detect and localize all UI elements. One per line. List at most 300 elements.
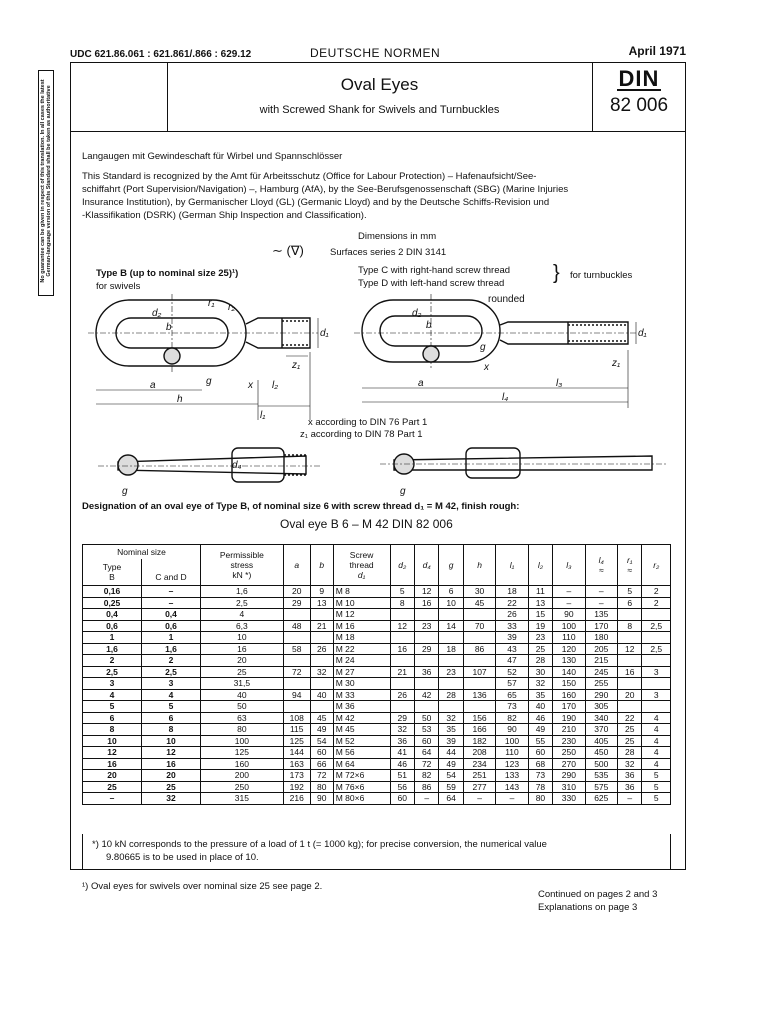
table-cell: 68 bbox=[528, 758, 552, 770]
table-cell: M 80×6 bbox=[333, 793, 390, 805]
header-l2: l₂ bbox=[528, 545, 552, 586]
table-cell: 5 bbox=[142, 701, 201, 713]
table-cell: 290 bbox=[553, 770, 585, 782]
table-cell: 200 bbox=[201, 770, 284, 782]
table-cell: 6 bbox=[618, 597, 642, 609]
table-cell: M 10 bbox=[333, 597, 390, 609]
table-cell: 450 bbox=[585, 747, 617, 759]
table-cell: 163 bbox=[283, 758, 310, 770]
table-cell: M 12 bbox=[333, 609, 390, 621]
table-cell: 22 bbox=[496, 597, 528, 609]
table-cell bbox=[310, 701, 333, 713]
dim-label-z1: z₁ bbox=[292, 360, 301, 371]
table-cell: M 52 bbox=[333, 735, 390, 747]
table-cell: 1 bbox=[142, 632, 201, 644]
table-cell: 3 bbox=[83, 678, 142, 690]
header-nominal-size: Nominal size bbox=[83, 545, 201, 560]
table-cell bbox=[283, 678, 310, 690]
table-cell: 13 bbox=[528, 597, 552, 609]
table-cell: M 16 bbox=[333, 620, 390, 632]
table-cell bbox=[439, 678, 463, 690]
table-row bbox=[83, 620, 671, 632]
page-header bbox=[70, 44, 686, 62]
translation-disclaimer bbox=[38, 70, 54, 296]
table-cell: 173 bbox=[283, 770, 310, 782]
table-cell: 170 bbox=[553, 701, 585, 713]
table-row bbox=[83, 793, 671, 805]
table-cell: 32 bbox=[439, 712, 463, 724]
table-cell: 250 bbox=[201, 781, 284, 793]
table-cell: 125 bbox=[201, 747, 284, 759]
table-cell bbox=[642, 609, 671, 621]
table-cell: 32 bbox=[618, 758, 642, 770]
header-l4: l₄ ≈ bbox=[585, 545, 617, 586]
table-cell: M 8 bbox=[333, 586, 390, 598]
table-cell bbox=[390, 609, 414, 621]
table-cell bbox=[618, 678, 642, 690]
table-row bbox=[83, 632, 671, 644]
standard-number: 82 006 bbox=[609, 95, 669, 116]
table-cell: 10 bbox=[142, 735, 201, 747]
table-cell: M 42 bbox=[333, 712, 390, 724]
table-cell: – bbox=[585, 586, 617, 598]
table-cell: 270 bbox=[553, 758, 585, 770]
dim-label-d1: d₁ bbox=[320, 328, 329, 339]
table-cell: 330 bbox=[553, 793, 585, 805]
table-cell: 60 bbox=[414, 735, 438, 747]
table-cell: 25 bbox=[142, 781, 201, 793]
table-cell: 8 bbox=[390, 597, 414, 609]
table-cell: – bbox=[618, 793, 642, 805]
recognition-paragraph bbox=[82, 170, 568, 222]
table-cell: 16 bbox=[390, 643, 414, 655]
table-cell: 2 bbox=[642, 586, 671, 598]
table-cell: 65 bbox=[496, 689, 528, 701]
table-cell: 72 bbox=[310, 770, 333, 782]
table-cell: 49 bbox=[439, 758, 463, 770]
type-d-label: Type D with left-hand screw thread bbox=[358, 278, 505, 289]
table-cell: 1,6 bbox=[201, 586, 284, 598]
table-cell: 2 bbox=[83, 655, 142, 667]
table-cell: 49 bbox=[310, 724, 333, 736]
table-cell: 15 bbox=[528, 609, 552, 621]
table-cell: 8 bbox=[618, 620, 642, 632]
table-cell: 2,5 bbox=[642, 620, 671, 632]
header-screw-thread: Screw thread d₁ bbox=[333, 545, 390, 586]
table-cell: 36 bbox=[414, 666, 438, 678]
table-cell: 32 bbox=[142, 793, 201, 805]
table-cell: 107 bbox=[463, 666, 495, 678]
table-cell: 190 bbox=[553, 712, 585, 724]
table-cell: 66 bbox=[310, 758, 333, 770]
table-cell: 12 bbox=[142, 747, 201, 759]
table-cell: 123 bbox=[496, 758, 528, 770]
dim-label-b: b bbox=[166, 322, 172, 333]
table-cell bbox=[414, 609, 438, 621]
table-cell: 80 bbox=[201, 724, 284, 736]
table-cell: 23 bbox=[439, 666, 463, 678]
table-cell: 192 bbox=[283, 781, 310, 793]
table-cell: 6,3 bbox=[201, 620, 284, 632]
header-type-cd: C and D bbox=[142, 559, 201, 586]
disclaimer-text: No guarantee can be given in respect of this translation. In all cases the latest German-language version of this Standard shall be taken as authoritative bbox=[40, 79, 52, 283]
surface-symbol: ∼ (∇) bbox=[272, 243, 304, 258]
dim-label-l4: l₄ bbox=[502, 392, 509, 403]
table-cell: 5 bbox=[390, 586, 414, 598]
table-cell: 144 bbox=[283, 747, 310, 759]
table-cell: 46 bbox=[390, 758, 414, 770]
dimensions-note: Dimensions in mm bbox=[358, 231, 437, 242]
table-cell: M 18 bbox=[333, 632, 390, 644]
table-cell: 42 bbox=[414, 689, 438, 701]
table-cell: 4 bbox=[142, 689, 201, 701]
table-cell: 21 bbox=[310, 620, 333, 632]
table-row bbox=[83, 747, 671, 759]
table-cell: M 24 bbox=[333, 655, 390, 667]
table-cell: 54 bbox=[310, 735, 333, 747]
continued-note: Continued on pages 2 and 3 Explanations on page 3 bbox=[538, 889, 658, 913]
table-row bbox=[83, 586, 671, 598]
table-cell: 63 bbox=[201, 712, 284, 724]
table-cell bbox=[283, 609, 310, 621]
table-row bbox=[83, 689, 671, 701]
table-cell: 72 bbox=[283, 666, 310, 678]
table-cell bbox=[642, 678, 671, 690]
table-cell bbox=[642, 655, 671, 667]
table-cell: 182 bbox=[463, 735, 495, 747]
brace-icon: } bbox=[553, 262, 560, 284]
dim-label-x: x bbox=[248, 380, 253, 391]
table-cell: 12 bbox=[618, 643, 642, 655]
table-cell: 3 bbox=[142, 678, 201, 690]
table-cell: 575 bbox=[585, 781, 617, 793]
table-cell: 70 bbox=[463, 620, 495, 632]
table-cell: 8 bbox=[83, 724, 142, 736]
table-cell: 0,4 bbox=[142, 609, 201, 621]
table-cell bbox=[283, 655, 310, 667]
table-cell: 315 bbox=[201, 793, 284, 805]
table-cell: 143 bbox=[496, 781, 528, 793]
table-cell bbox=[414, 655, 438, 667]
table-cell: 140 bbox=[553, 666, 585, 678]
rounded-label: rounded bbox=[488, 294, 525, 305]
table-cell bbox=[463, 632, 495, 644]
dim-label-l3: l₃ bbox=[556, 378, 563, 389]
table-cell: 133 bbox=[496, 770, 528, 782]
table-cell: 47 bbox=[496, 655, 528, 667]
table-cell: 86 bbox=[463, 643, 495, 655]
table-cell: 6 bbox=[83, 712, 142, 724]
table-cell: M 45 bbox=[333, 724, 390, 736]
dim-label-a-cd: a bbox=[418, 378, 424, 389]
table-cell bbox=[390, 701, 414, 713]
table-cell: 73 bbox=[496, 701, 528, 713]
table-cell bbox=[414, 701, 438, 713]
table-cell: 49 bbox=[528, 724, 552, 736]
table-cell: 16 bbox=[83, 758, 142, 770]
table-cell: 40 bbox=[201, 689, 284, 701]
x-reference: x according to DIN 76 Part 1 bbox=[308, 417, 428, 428]
technical-drawing bbox=[82, 290, 672, 500]
turnbuckles-label: for turnbuckles bbox=[570, 270, 633, 281]
table-cell: 56 bbox=[390, 781, 414, 793]
table-cell: 29 bbox=[283, 597, 310, 609]
table-cell: 90 bbox=[496, 724, 528, 736]
table-cell: 208 bbox=[463, 747, 495, 759]
table-cell: 156 bbox=[463, 712, 495, 724]
table-cell bbox=[310, 609, 333, 621]
table-cell: 60 bbox=[310, 747, 333, 759]
table-cell: 100 bbox=[496, 735, 528, 747]
table-cell bbox=[390, 632, 414, 644]
table-cell: 370 bbox=[585, 724, 617, 736]
table-cell: 2,5 bbox=[642, 643, 671, 655]
table-cell: 43 bbox=[496, 643, 528, 655]
table-cell: 100 bbox=[201, 735, 284, 747]
table-cell: 94 bbox=[283, 689, 310, 701]
table-cell: 31,5 bbox=[201, 678, 284, 690]
table-cell: 44 bbox=[439, 747, 463, 759]
table-cell: 108 bbox=[283, 712, 310, 724]
table-row bbox=[83, 758, 671, 770]
type-c-label: Type C with right-hand screw thread bbox=[358, 265, 511, 276]
table-cell: 4 bbox=[83, 689, 142, 701]
table-cell: 25 bbox=[618, 724, 642, 736]
table-cell: 180 bbox=[585, 632, 617, 644]
header-r2: r₂ bbox=[642, 545, 671, 586]
table-cell: 405 bbox=[585, 735, 617, 747]
table-cell bbox=[439, 609, 463, 621]
table-cell: 28 bbox=[528, 655, 552, 667]
table-cell: 110 bbox=[553, 632, 585, 644]
table-cell: 6 bbox=[142, 712, 201, 724]
table-cell: 0,25 bbox=[83, 597, 142, 609]
header-b: b bbox=[310, 545, 333, 586]
table-cell: – bbox=[83, 793, 142, 805]
header-l3: l₃ bbox=[553, 545, 585, 586]
dim-label-a: a bbox=[150, 380, 156, 391]
table-cell bbox=[618, 701, 642, 713]
table-cell: – bbox=[553, 586, 585, 598]
table-cell: 53 bbox=[414, 724, 438, 736]
table-cell bbox=[390, 655, 414, 667]
table-cell: 60 bbox=[528, 747, 552, 759]
table-cell: 64 bbox=[414, 747, 438, 759]
dim-label-g-side: g bbox=[122, 486, 128, 497]
header-l1: l₁ bbox=[496, 545, 528, 586]
table-cell: 5 bbox=[642, 793, 671, 805]
table-cell: 20 bbox=[201, 655, 284, 667]
designation-example: Oval eye B 6 – M 42 DIN 82 006 bbox=[280, 517, 453, 531]
table-cell: 4 bbox=[642, 747, 671, 759]
table-cell: 160 bbox=[201, 758, 284, 770]
table-row bbox=[83, 724, 671, 736]
table-row bbox=[83, 781, 671, 793]
table-cell: 4 bbox=[642, 724, 671, 736]
table-cell bbox=[618, 609, 642, 621]
table-cell: 16 bbox=[618, 666, 642, 678]
table-cell: 60 bbox=[390, 793, 414, 805]
table-cell: 160 bbox=[553, 689, 585, 701]
dim-label-b-cd: b bbox=[426, 320, 432, 331]
table-cell: M 64 bbox=[333, 758, 390, 770]
table-body bbox=[83, 586, 671, 805]
table-cell: 86 bbox=[414, 781, 438, 793]
table-cell: 234 bbox=[463, 758, 495, 770]
table-cell: 12 bbox=[83, 747, 142, 759]
table-cell: 80 bbox=[528, 793, 552, 805]
table-cell: 26 bbox=[496, 609, 528, 621]
table-cell bbox=[310, 678, 333, 690]
dim-label-r1: r₁ bbox=[208, 298, 215, 309]
table-cell bbox=[439, 655, 463, 667]
dim-label-x-cd: x bbox=[484, 362, 489, 373]
table-cell bbox=[618, 632, 642, 644]
table-cell: 23 bbox=[528, 632, 552, 644]
table-cell: 30 bbox=[528, 666, 552, 678]
table-cell: 46 bbox=[528, 712, 552, 724]
series-name: DEUTSCHE NORMEN bbox=[310, 46, 441, 60]
table-cell: 310 bbox=[553, 781, 585, 793]
table-cell: 210 bbox=[553, 724, 585, 736]
table-cell: 250 bbox=[553, 747, 585, 759]
dim-label-d2-cd: d₂ bbox=[412, 308, 422, 319]
table-cell: 80 bbox=[310, 781, 333, 793]
header-d2: d₂ bbox=[390, 545, 414, 586]
table-cell: 57 bbox=[496, 678, 528, 690]
table-row bbox=[83, 643, 671, 655]
table-cell bbox=[463, 678, 495, 690]
table-cell: 5 bbox=[83, 701, 142, 713]
german-title: Langaugen mit Gewindeschaft für Wirbel und Spannschlösser bbox=[82, 151, 343, 162]
dim-label-g-side-cd: g bbox=[400, 486, 406, 497]
table-cell: 215 bbox=[585, 655, 617, 667]
table-cell: 72 bbox=[414, 758, 438, 770]
table-cell: 10 bbox=[201, 632, 284, 644]
table-cell bbox=[283, 701, 310, 713]
table-cell: 166 bbox=[463, 724, 495, 736]
table-cell: 35 bbox=[439, 724, 463, 736]
table-cell bbox=[414, 632, 438, 644]
table-cell bbox=[463, 701, 495, 713]
table-cell: 14 bbox=[439, 620, 463, 632]
table-cell: 0,6 bbox=[142, 620, 201, 632]
table-row bbox=[83, 735, 671, 747]
table-cell: 1 bbox=[83, 632, 142, 644]
table-cell: 1,6 bbox=[83, 643, 142, 655]
dim-label-d2: d₂ bbox=[152, 308, 162, 319]
surfaces-note: Surfaces series 2 DIN 3141 bbox=[330, 247, 447, 258]
type-b-label: Type B (up to nominal size 25)¹) bbox=[96, 268, 239, 279]
dim-label-l1: l₁ bbox=[260, 410, 266, 421]
table-cell: 25 bbox=[201, 666, 284, 678]
document-title: Oval Eyes bbox=[340, 75, 419, 94]
table-cell: M 56 bbox=[333, 747, 390, 759]
table-cell: 32 bbox=[310, 666, 333, 678]
table-cell: M 33 bbox=[333, 689, 390, 701]
title-cell bbox=[167, 63, 593, 131]
table-cell: 245 bbox=[585, 666, 617, 678]
table-row bbox=[83, 666, 671, 678]
table-cell: 51 bbox=[390, 770, 414, 782]
table-cell: – bbox=[142, 597, 201, 609]
table-cell: 82 bbox=[496, 712, 528, 724]
table-cell: 115 bbox=[283, 724, 310, 736]
table-cell: 25 bbox=[618, 735, 642, 747]
table-cell: 13 bbox=[310, 597, 333, 609]
table-cell: 12 bbox=[414, 586, 438, 598]
table-row bbox=[83, 712, 671, 724]
table-cell: 90 bbox=[553, 609, 585, 621]
table-cell: 25 bbox=[528, 643, 552, 655]
table-cell: 45 bbox=[310, 712, 333, 724]
table-cell: 110 bbox=[496, 747, 528, 759]
table-cell bbox=[414, 678, 438, 690]
type-cd-side-view bbox=[394, 456, 652, 470]
table-cell: 305 bbox=[585, 701, 617, 713]
table-cell: – bbox=[414, 793, 438, 805]
table-cell bbox=[463, 609, 495, 621]
type-b-usage: for swivels bbox=[96, 281, 141, 292]
table-cell: 40 bbox=[310, 689, 333, 701]
table-cell: 59 bbox=[439, 781, 463, 793]
table-cell: 41 bbox=[390, 747, 414, 759]
table-cell: 120 bbox=[553, 643, 585, 655]
table-cell: 21 bbox=[390, 666, 414, 678]
header-d4: d₄ bbox=[414, 545, 438, 586]
table-cell: 500 bbox=[585, 758, 617, 770]
table-cell: 25 bbox=[83, 781, 142, 793]
table-cell: 23 bbox=[414, 620, 438, 632]
dim-label-r2: r₂ bbox=[228, 302, 236, 313]
table-cell: 20 bbox=[283, 586, 310, 598]
table-cell: 18 bbox=[496, 586, 528, 598]
udc-code: UDC 621.86.061 : 621.861/.866 : 629.12 bbox=[70, 49, 252, 60]
title-block bbox=[70, 62, 686, 132]
dim-label-d1-cd: d₁ bbox=[638, 328, 647, 339]
table-cell: 45 bbox=[463, 597, 495, 609]
table-cell: 18 bbox=[439, 643, 463, 655]
table-cell: 22 bbox=[618, 712, 642, 724]
intro-line: Insurance Institution), by Germanischer Lloyd (GL) (Germanic Lloyd) and by the Deutsche Schiffs-Revision und bbox=[82, 197, 550, 208]
table-cell bbox=[390, 678, 414, 690]
table-cell bbox=[463, 655, 495, 667]
table-cell: 33 bbox=[496, 620, 528, 632]
intro-line: schiffahrt (Port Supervision/Navigation) –, Hamburg (AfA), by the See-Berufsgenossenschaft (SBG) (Marine Injuries bbox=[82, 184, 569, 195]
table-cell: 0,16 bbox=[83, 586, 142, 598]
din-logo: DIN bbox=[618, 66, 660, 91]
table-cell: 10 bbox=[83, 735, 142, 747]
title-blank-cell bbox=[71, 63, 168, 131]
table-cell: M 76×6 bbox=[333, 781, 390, 793]
table-cell: 20 bbox=[618, 689, 642, 701]
dimensions-table bbox=[82, 544, 671, 805]
table-cell: 36 bbox=[618, 781, 642, 793]
table-cell: 4 bbox=[642, 712, 671, 724]
table-cell: 4 bbox=[642, 758, 671, 770]
table-cell: 4 bbox=[201, 609, 284, 621]
table-cell: 36 bbox=[618, 770, 642, 782]
table-cell: 230 bbox=[553, 735, 585, 747]
table-cell: 625 bbox=[585, 793, 617, 805]
table-cell: 52 bbox=[496, 666, 528, 678]
table-cell: 29 bbox=[390, 712, 414, 724]
table-cell: – bbox=[496, 793, 528, 805]
table-cell: 2 bbox=[142, 655, 201, 667]
table-row bbox=[83, 597, 671, 609]
table-cell bbox=[642, 632, 671, 644]
table-cell: 277 bbox=[463, 781, 495, 793]
